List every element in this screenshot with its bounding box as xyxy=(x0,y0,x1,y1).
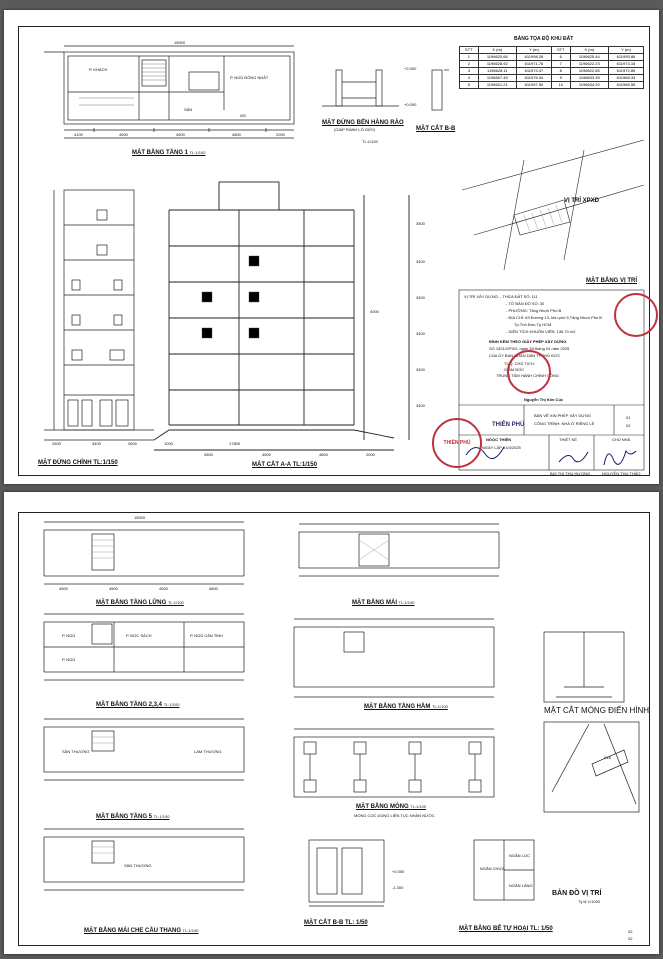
table-cell: 9 xyxy=(551,75,570,82)
foundation-note: MÓNG CỌC DÙNG LIÊN TỤC NHÂN NƯỚC xyxy=(354,813,435,818)
site-plan-title: MẶT BẰNG VỊ TRÍ xyxy=(586,278,637,284)
septic-label: NGĂN LỌC xyxy=(509,853,530,858)
dim-total-top: 18300 xyxy=(174,40,186,45)
approval-sign: TRUNG TÂM HÀNH CHÍNH CÔNG xyxy=(496,373,560,378)
plan-title: MẶT BẰNG TẦNG 2,3,4 TL:1/100 xyxy=(96,702,180,708)
level-mark: +2.000 xyxy=(404,66,417,71)
approval-line: CỦA ỦY BAN NHÂN DÂN TP.THỦ ĐỨC xyxy=(489,353,561,358)
coord-header-cell: Y (m) xyxy=(608,47,643,54)
approval-line: SỐ 1521/GPXD, ngày 28 tháng 04 năm 2025 xyxy=(489,346,570,351)
table-cell: 611972.85 xyxy=(608,68,643,75)
plan-dim: 4500 xyxy=(59,586,68,591)
director-name: NGỌC THIỆN xyxy=(486,437,512,442)
approver-name: Nguyễn Thị Kim Cúc xyxy=(524,397,564,402)
fence-elevation-title: MẶT ĐỨNG BẾN HÀNG RÀO xyxy=(322,120,404,126)
drawing-name: BẢN VẼ XIN PHÉP XÂY DỰNG xyxy=(534,413,591,418)
plan-title: MẶT BẰNG TẦNG LỬNG TL:1/100 xyxy=(96,600,184,606)
sheet-number: 01 xyxy=(626,415,631,420)
drawing-sheet-2 xyxy=(4,492,659,954)
coord-table xyxy=(459,46,644,89)
info-line: Tp.Thủ Đức,Tp.HCM xyxy=(514,322,552,327)
designer-name: BÙI THỊ THU HƯƠNG xyxy=(550,471,591,476)
info-line: - TỜ BẢN ĐỒ SỐ: 30 xyxy=(506,301,545,306)
coord-table-title: BẢNG TỌA ĐỘ KHU ĐẤT xyxy=(514,36,574,42)
room-label: P. NGỦ xyxy=(62,633,76,638)
section-bottom-dim: 4500 xyxy=(262,452,271,457)
approval-stamp xyxy=(507,350,551,394)
table-cell: 10 xyxy=(551,82,570,89)
table-cell: 1196620.66 xyxy=(478,54,516,61)
table-cell: 1196657.49 xyxy=(478,75,516,82)
room-label: P. KHÁCH xyxy=(89,67,108,72)
role-label: THIẾT KẾ xyxy=(559,437,577,442)
level-mark: -1.300 xyxy=(392,885,404,890)
table-cell: 1196628.92 xyxy=(478,61,516,68)
foundation-detail-title: MẶT CẮT MÓNG ĐIỂN HÌNH xyxy=(544,706,650,715)
section-dim: 3400 xyxy=(416,403,425,408)
room-label: SÂN xyxy=(184,107,193,112)
table-cell: 6 xyxy=(551,54,570,61)
table-row xyxy=(460,82,644,89)
edge-stamp xyxy=(614,293,658,337)
table-cell: 1196625.44 xyxy=(570,54,608,61)
location-map-title: BẢN ĐỒ VỊ TRÍ xyxy=(552,890,602,897)
septic-label: NGĂN LẮNG xyxy=(509,883,533,888)
sheet-number: 02 xyxy=(628,929,633,934)
table-row xyxy=(460,61,644,68)
location-map-scale: Tỷ lệ 1/1000 xyxy=(578,899,601,904)
elev-dim: 3400 xyxy=(92,441,101,446)
section-aa-title: MẶT CẮT A-A TL:1/150 xyxy=(252,462,317,468)
fence-elevation-scale: TL:1/100 xyxy=(362,139,378,144)
septic-title: MẶT BẰNG BỂ TỰ HOẠI TL: 1/50 xyxy=(459,926,553,932)
approval-sign: TUQ. CHỦ TỊCH xyxy=(504,361,534,366)
table-cell: 611997.50 xyxy=(516,82,551,89)
coord-header-cell: X (m) xyxy=(570,47,608,54)
table-cell: 1196622.23 xyxy=(570,61,608,68)
coord-header-cell: X (m) xyxy=(478,47,516,54)
level-mark: +0.000 xyxy=(404,102,417,107)
table-cell: 611998.28 xyxy=(516,54,551,61)
room-label: P. NGỦ CÁN TINH xyxy=(190,633,224,638)
plan-dim: 4100 xyxy=(74,132,83,137)
table-cell: 2 xyxy=(460,61,479,68)
elev-dim: 2600 xyxy=(52,441,61,446)
info-line: - DIỆN TÍCH KHUÔN VIÊN: 136.70 m2 xyxy=(506,329,576,334)
table-cell: 611973.18 xyxy=(608,61,643,68)
table-cell: 4 xyxy=(460,75,479,82)
room-label: P. NGỦ ĐÔNG NHẤT xyxy=(230,75,269,80)
section-bb-title: MẶT CẮT B-B TL: 1/50 xyxy=(304,920,368,926)
section-dim: 3400 xyxy=(416,367,425,372)
room-label: SÂN THƯỢNG xyxy=(62,749,90,754)
plan-1-title: MẶT BẰNG TẦNG 1 TL:1/100 xyxy=(132,150,206,156)
table-cell: 8 xyxy=(551,68,570,75)
room-label: LÀM THƯỢNG xyxy=(194,749,222,754)
table-cell: 611971.76 xyxy=(516,61,551,68)
company-name: THIÊN PHÚ xyxy=(492,422,525,428)
plan-title: MẶT BẰNG MÁI CHE CẦU THANG TL:1/100 xyxy=(84,928,199,934)
table-cell: 1196628.11 xyxy=(478,68,516,75)
approval-sign: GIÁM ĐỐC xyxy=(504,367,525,372)
section-bottom-dim: 4800 xyxy=(319,452,328,457)
table-cell: 611966.55 xyxy=(608,82,643,89)
plan-dim: 4800 xyxy=(232,132,241,137)
table-cell: 611974.47 xyxy=(516,68,551,75)
section-dim: 3400 xyxy=(416,331,425,336)
plan-dim: 4500 xyxy=(119,132,128,137)
coord-header-cell: Y (m) xyxy=(516,47,551,54)
room-label: P. NGỦ xyxy=(62,657,76,662)
section-bottom-dim: 17800 xyxy=(229,441,241,446)
level-mark: +0.000 xyxy=(392,869,405,874)
coord-table-header xyxy=(460,47,644,54)
section-dim: 3400 xyxy=(416,295,425,300)
plan-dim: 4500 xyxy=(159,586,168,591)
section-bottom-dim: 1000 xyxy=(164,441,173,446)
owner-name: NGUYỄN THU THẢO xyxy=(602,471,641,476)
approval-line: ĐÍNH KÈM THEO GIẤY PHÉP XÂY DỰNG xyxy=(489,339,567,344)
table-cell: 611968.33 xyxy=(608,75,643,82)
plan-dim: 4500 xyxy=(176,132,185,137)
table-cell: 611976.54 xyxy=(516,75,551,82)
plan-dim: 4500 xyxy=(109,586,118,591)
table-cell: 5 xyxy=(460,82,479,89)
table-cell: 1196621.21 xyxy=(478,82,516,89)
room-label: SÂN THƯỢNG xyxy=(124,863,152,868)
plan-title: MẶT BẰNG MÁI TL:1/100 xyxy=(352,600,415,606)
plan-title: MẶT BẰNG TẦNG 5 TL:1/100 xyxy=(96,814,170,820)
room-label: WC xyxy=(240,113,247,118)
company-stamp xyxy=(432,418,482,468)
front-elevation-title: MẶT ĐỨNG CHÍNH TL:1/150 xyxy=(38,460,118,466)
info-line: - ĐỊA CHỈ: 63 Đường 13, khu phố 5,Tăng Nhơn Phú B xyxy=(506,315,602,320)
sheet-2-linework xyxy=(4,492,659,954)
table-cell: 1196633.39 xyxy=(570,75,608,82)
site-location-label: VỊ TRÍ XPXD xyxy=(564,198,600,204)
section-bottom-dim: 4500 xyxy=(204,452,213,457)
stamp-text: THIÊN PHÚ xyxy=(443,440,471,446)
plan-title: MẶT BẰNG TẦNG HẦM TL:1/100 xyxy=(364,704,448,710)
section-dim: 3500 xyxy=(416,221,425,226)
table-row xyxy=(460,75,644,82)
coord-header-cell: STT xyxy=(551,47,570,54)
plan-title: MẶT BẰNG MÓNG TL:1/100 xyxy=(356,804,427,810)
section-dim: 4000 xyxy=(370,309,379,314)
section-bottom-dim: 2000 xyxy=(366,452,375,457)
table-row xyxy=(460,68,644,75)
dim-total-top: 18300 xyxy=(134,515,146,520)
section-dim: 3400 xyxy=(416,259,425,264)
table-cell: 7 xyxy=(551,61,570,68)
sheet-number: 02 xyxy=(628,936,633,941)
table-cell: 1196634.20 xyxy=(570,82,608,89)
location-map-label: 01A xyxy=(604,755,612,760)
role-label: CHỦ NHÀ xyxy=(612,437,631,442)
section-bb-title: MẶT CẮT B-B xyxy=(416,126,456,132)
coord-header-cell: STT xyxy=(460,47,479,54)
fence-elevation-note: (GIÁP RANH LỘ GIỚI) xyxy=(334,127,375,132)
issue-date: NGÀY LẬP 01/4/2025 xyxy=(482,445,521,450)
room-label: P. ĐỌC SÁCH xyxy=(126,633,152,638)
table-cell: 611995.86 xyxy=(608,54,643,61)
drawing-name: CÔNG TRÌNH: NHÀ Ở RIÊNG LẺ xyxy=(534,421,595,426)
plan-dim: 2000 xyxy=(276,132,285,137)
info-line: - PHƯỜNG: Tăng Nhơn Phú B xyxy=(506,308,562,313)
elev-dim: 2600 xyxy=(128,441,137,446)
table-cell: 3 xyxy=(460,68,479,75)
plan-dim: 4800 xyxy=(209,586,218,591)
drawing-sheet-1 xyxy=(4,10,659,484)
sheet-number: 02 xyxy=(626,423,631,428)
table-cell: 1196622.65 xyxy=(570,68,608,75)
info-line: VỊ TRÍ XÂY DỰNG: - THỬA ĐẤT SỐ: 111 xyxy=(464,294,538,299)
septic-label: NGĂN CHỨA xyxy=(480,866,505,871)
table-row xyxy=(460,54,644,61)
table-cell: 1 xyxy=(460,54,479,61)
